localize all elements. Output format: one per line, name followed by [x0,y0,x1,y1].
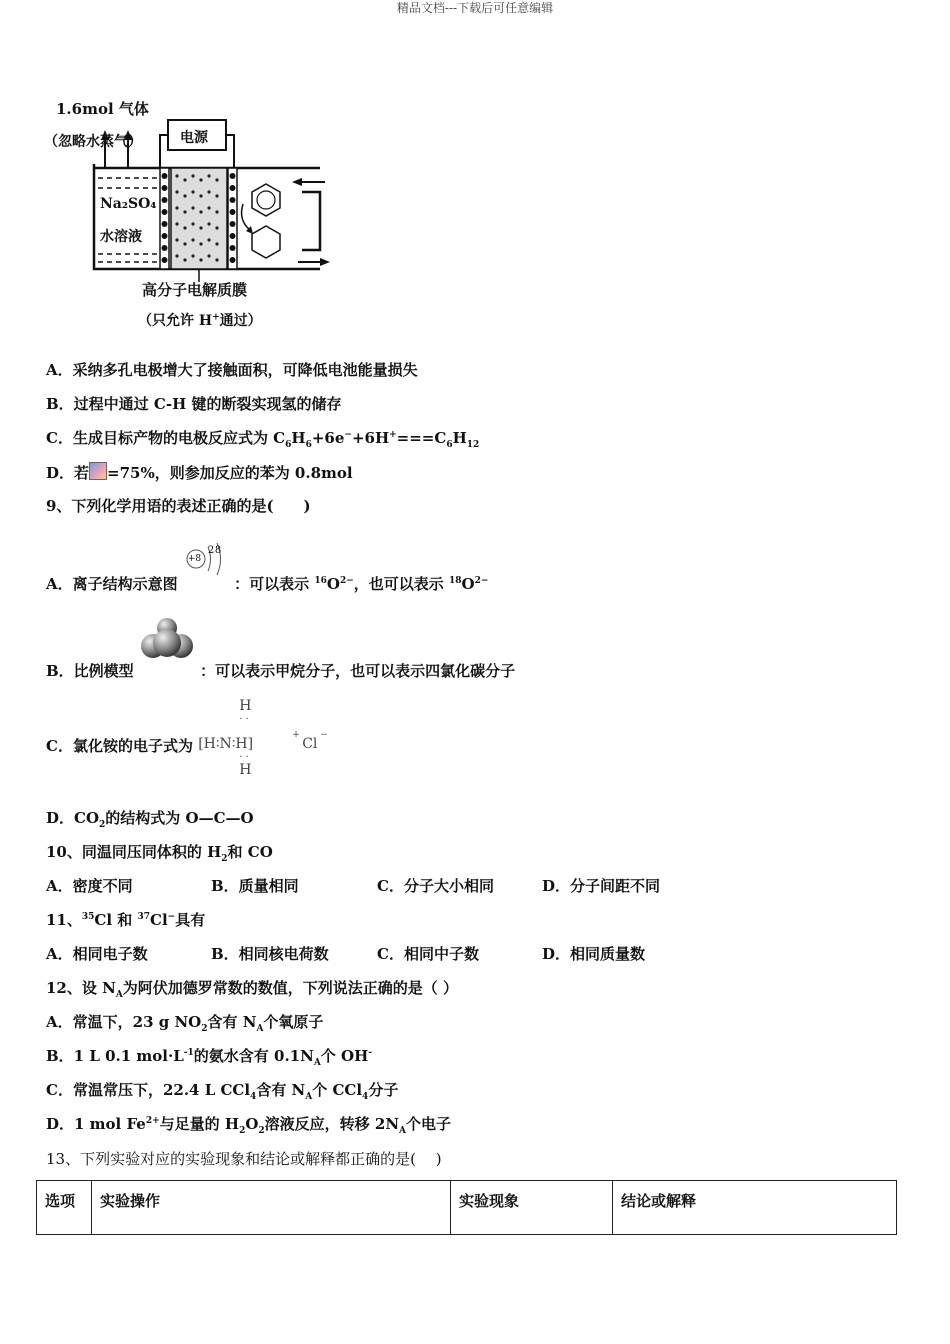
efficiency-symbol-image [89,462,107,480]
q9-option-b: B．比例模型 ：可以表示甲烷分子，也可以表示四氯化碳分子 [46,640,515,681]
q8-option-d: D．若 =75%，则参加反应的苯为 0.8mol [46,464,353,482]
q10-option-c: C．分子大小相同 [377,877,494,895]
table-header-conclusion: 结论或解释 [613,1181,897,1235]
q10-stem: 10、同温同压同体积的 $H_2$和 CO [46,843,273,864]
q11-stem: 11、$^{35}$Cl 和 $^{37}$Cl−具有 [46,911,206,929]
q9-option-d: D．$CO_2$的结构式为 O—C—O [46,809,254,830]
experiment-table [36,1180,897,1235]
space-filling-model-image [139,640,195,680]
table-header-operation: 实验操作 [92,1181,451,1235]
q9-option-c: C．氯化铵的电子式为 H · · [H∶N∶H] + Cl − · · H [46,736,338,756]
q11-option-d: D．相同质量数 [542,945,646,963]
q10-option-d: D．分子间距不同 [542,877,661,895]
space-filling-model-drawing [139,616,195,664]
q8-option-a: A．采纳多孔电极增大了接触面积，可降低电池能量损失 [46,361,418,379]
q10-option-b: B．质量相同 [211,877,299,895]
power-label: 电源 [180,130,208,146]
q11-option-b: B．相同核电荷数 [211,945,329,963]
q8-option-c: C．生成目标产物的电极反应式为 $C_6H_6+6e^-+6H^+===C_6H_{12}$ [46,429,480,450]
q13-stem: 13、下列实验对应的实验现象和结论或解释都正确的是( ) [46,1150,442,1168]
electron-formula-image: H · · [H∶N∶H] + Cl − · · H [198,698,328,778]
q11-option-c: C．相同中子数 [377,945,479,963]
table-header-row [37,1181,897,1235]
q12-option-a: A．常温下，23 g $NO_2$含有 $N_A$个氧原子 [46,1013,324,1034]
vapor-note: （忽略水蒸气） [44,134,142,150]
q9-stem: 9、下列化学用语的表述正确的是( ) [46,497,311,515]
q12-option-c: C．常温常压下，22.4 L CCl$_4$含有 $N_A$个 CCl$_4$分子 [46,1081,399,1102]
membrane-note: （只允许 H+通过） [138,312,262,329]
electrolysis-diagram [40,92,340,337]
q9-option-a: A．离子结构示意图 +8 2 8 ：可以表示 $^{16}O^{2-}$，也可以表示 $^{18}O^{2-}$ [46,555,488,595]
solution-label: 水溶液 [100,226,142,246]
membrane-label: 高分子电解质膜 [142,281,248,299]
table-header-phenomenon: 实验现象 [451,1181,613,1235]
q8-option-b: B．过程中通过 C-H 键的断裂实现氢的储存 [46,395,342,413]
gas-label: 1.6mol 气体 [56,100,149,118]
q12-stem: 12、设 $N_A$为阿伏加德罗常数的数值，下列说法正确的是（ ） [46,979,459,1000]
page-header: 精品文档---下载后可任意编辑 [396,1,554,15]
table-header-option: 选项 [37,1181,92,1235]
q12-option-b: B．1 L 0.1 $mol\cdot L^{-1}$的氨水含有 $0.1N_A$个 OH- [46,1047,373,1068]
q10-option-a: A．密度不同 [46,877,133,895]
q11-option-a: A．相同电子数 [46,945,148,963]
q12-option-d: D．1 mol $Fe^{2+}$与足量的 $H_2O_2$溶液反应，转移 $2N_A$个电子 [46,1115,452,1136]
solution-formula: Na₂SO₄ [100,196,157,212]
ion-structure-diagram: +8 2 8 [183,555,229,595]
